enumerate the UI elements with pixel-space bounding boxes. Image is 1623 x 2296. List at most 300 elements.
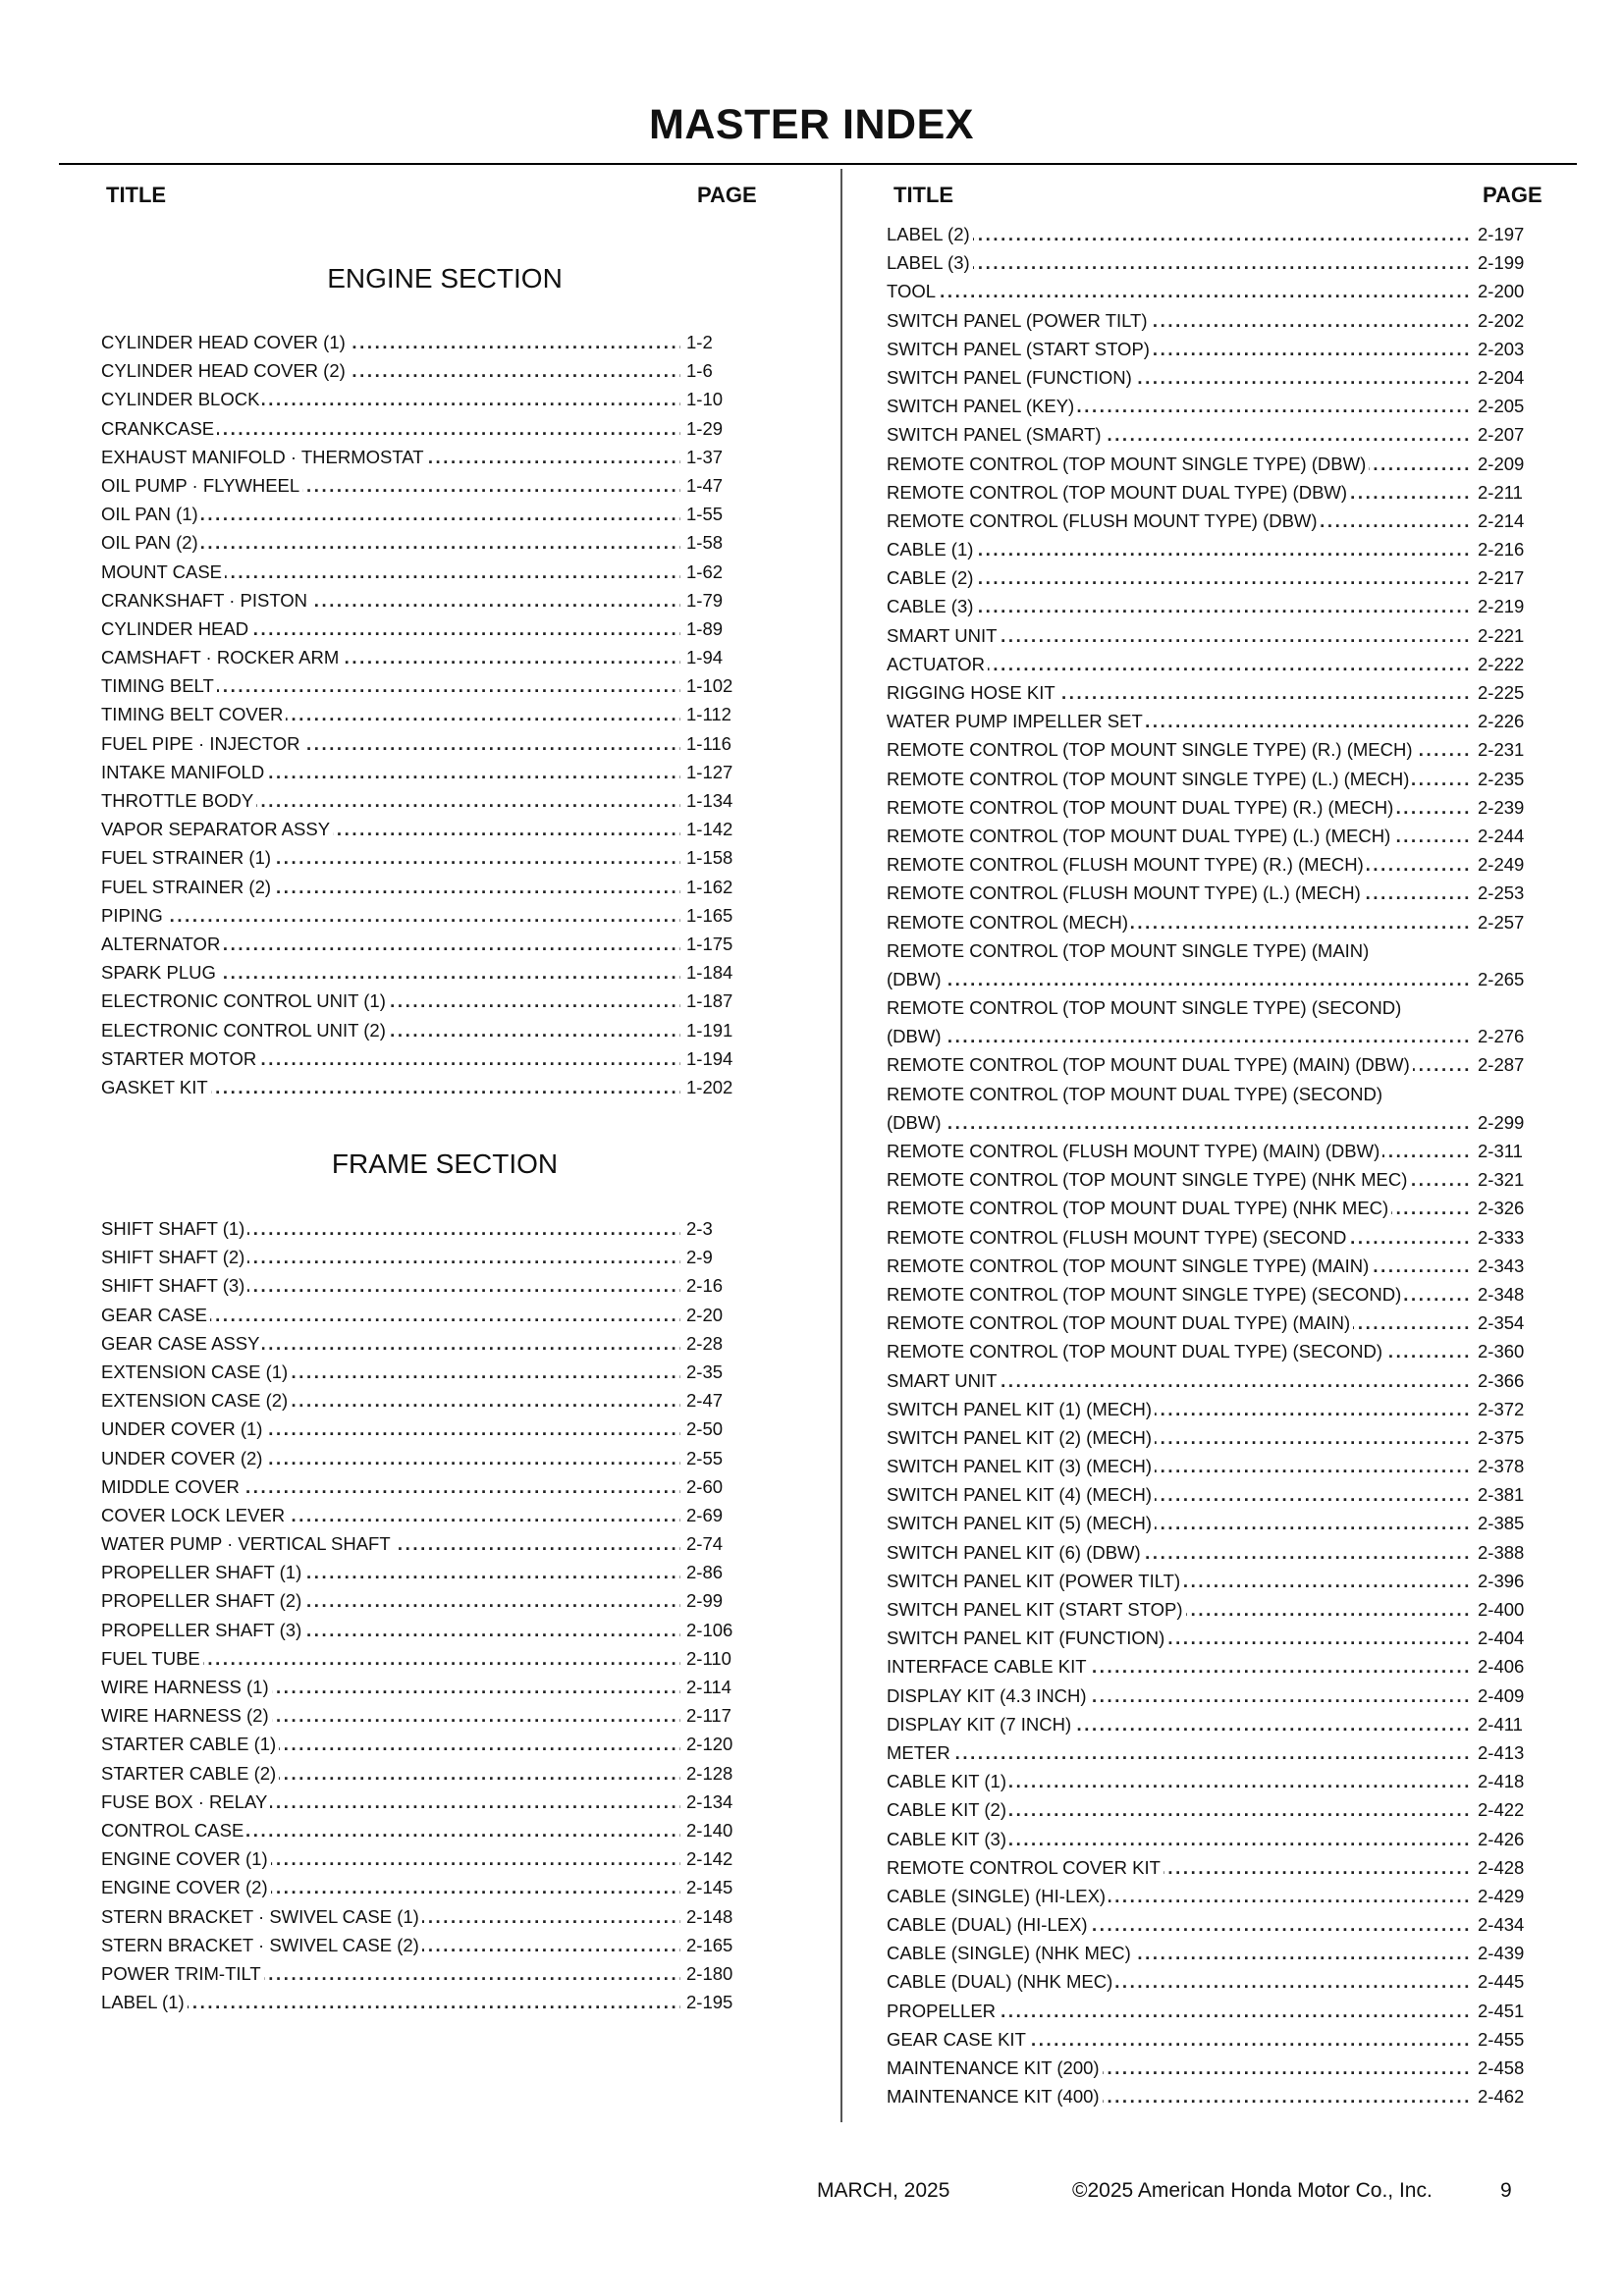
entry-page-number: 2-434	[1478, 1910, 1524, 1939]
index-entry	[887, 363, 1525, 392]
entry-title: OIL PAN (2)	[101, 528, 201, 557]
index-entry	[887, 2025, 1525, 2054]
index-entry	[887, 535, 1525, 563]
entry-page-number: 1-162	[686, 873, 732, 901]
index-entry	[887, 1194, 1525, 1222]
entry-page-number: 2-257	[1478, 908, 1524, 936]
entry-title: CAMSHAFT · ROCKER ARM	[101, 643, 342, 671]
entry-title: SWITCH PANEL KIT (2) (MECH)	[887, 1423, 1155, 1452]
entry-title: ENGINE COVER (2)	[101, 1873, 271, 1901]
index-entry	[101, 1816, 733, 1844]
entry-page-number: 1-202	[686, 1073, 732, 1101]
entry-title: SHIFT SHAFT (3)	[101, 1271, 247, 1300]
index-entry	[887, 1652, 1525, 1681]
index-entry	[101, 671, 733, 700]
index-entry	[887, 879, 1525, 907]
index-entry	[101, 1271, 724, 1300]
entry-page-number: 2-148	[686, 1902, 732, 1931]
entry-page-number: 2-60	[686, 1472, 723, 1501]
dot-leader	[101, 1988, 680, 2016]
entry-title: REMOTE CONTROL (FLUSH MOUNT TYPE) (SECOND	[887, 1223, 1349, 1252]
entry-title: UNDER COVER (1)	[101, 1415, 265, 1443]
entry-title: LABEL (2)	[887, 220, 973, 248]
index-entry	[101, 586, 724, 614]
index-entry	[101, 1902, 733, 1931]
entry-title: UNDER COVER (2)	[101, 1444, 265, 1472]
entry-page-number: 1-187	[686, 987, 732, 1015]
entry-page-number: 1-10	[686, 385, 723, 413]
index-entry	[101, 385, 724, 413]
index-entry	[887, 1280, 1525, 1308]
entry-page-number: 1-2	[686, 328, 713, 356]
index-entry	[887, 1595, 1525, 1624]
entry-page-number: 1-165	[686, 901, 732, 930]
index-entry	[101, 700, 731, 728]
entry-page-number: 2-225	[1478, 678, 1524, 707]
index-entry	[101, 414, 724, 443]
entry-title: FUEL STRAINER (1)	[101, 843, 274, 872]
index-entry	[887, 2082, 1525, 2110]
entry-title: CABLE (DUAL) (HI-LEX)	[887, 1910, 1091, 1939]
index-entry	[101, 1214, 713, 1243]
index-entry	[887, 735, 1525, 764]
entry-title: SWITCH PANEL KIT (POWER TILT)	[887, 1567, 1183, 1595]
entry-title: REMOTE CONTROL (TOP MOUNT DUAL TYPE) (SECOND)	[887, 1080, 1385, 1108]
index-entry	[887, 793, 1525, 822]
entry-page-number: 2-458	[1478, 2054, 1524, 2082]
entry-page-number: 2-385	[1478, 1509, 1524, 1537]
index-entry	[887, 2054, 1525, 2082]
index-entry	[101, 873, 733, 901]
entry-page-number: 2-50	[686, 1415, 723, 1443]
index-entry	[887, 822, 1525, 850]
entry-title: WATER PUMP IMPELLER SET	[887, 707, 1146, 735]
entry-page-number: 2-145	[686, 1873, 732, 1901]
index-entry	[101, 1844, 733, 1873]
entry-title: METER	[887, 1738, 953, 1767]
entry-title: REMOTE CONTROL (TOP MOUNT DUAL TYPE) (L.) (MECH)	[887, 822, 1393, 850]
entry-title: RIGGING HOSE KIT	[887, 678, 1058, 707]
entry-page-number: 2-110	[686, 1644, 731, 1673]
entry-title: REMOTE CONTROL (TOP MOUNT DUAL TYPE) (NHK MEC)	[887, 1194, 1391, 1222]
entry-title: GEAR CASE ASSY	[101, 1329, 262, 1358]
entry-title: CYLINDER HEAD	[101, 614, 251, 643]
entry-title: STARTER CABLE (2)	[101, 1759, 279, 1788]
dot-leader	[887, 1108, 1472, 1137]
entry-page-number: 2-207	[1478, 420, 1524, 449]
index-entry	[887, 1682, 1525, 1710]
index-entry	[101, 901, 733, 930]
entry-title: REMOTE CONTROL (TOP MOUNT SINGLE TYPE) (R.) (MECH)	[887, 735, 1416, 764]
entry-title: ALTERNATOR	[101, 930, 223, 958]
entry-page-number: 2-200	[1478, 277, 1524, 305]
entry-title: SWITCH PANEL KIT (5) (MECH)	[887, 1509, 1155, 1537]
index-entry	[101, 443, 724, 471]
index-entry	[101, 1501, 724, 1529]
entry-title: CABLE (2)	[887, 563, 976, 592]
index-entry	[101, 1959, 733, 1988]
entry-page-number: 2-134	[686, 1788, 732, 1816]
entry-page-number: 2-47	[686, 1386, 723, 1415]
index-entry	[887, 392, 1525, 420]
entry-title: SWITCH PANEL (POWER TILT)	[887, 306, 1151, 335]
entry-page-number: 2-165	[686, 1931, 732, 1959]
entry-page-number: 2-74	[686, 1529, 723, 1558]
entry-page-number: 2-28	[686, 1329, 723, 1358]
entry-title: SHIFT SHAFT (2)	[101, 1243, 247, 1271]
entry-page-number: 1-37	[686, 443, 723, 471]
index-entry	[101, 843, 733, 872]
right-column-list	[887, 220, 1525, 2110]
index-entry	[887, 765, 1525, 793]
dot-leader	[887, 277, 1472, 305]
entry-title: CRANKSHAFT · PISTON	[101, 586, 310, 614]
entry-page-number: 2-404	[1478, 1624, 1524, 1652]
entry-page-number: 2-249	[1478, 850, 1524, 879]
entry-page-number: 2-209	[1478, 450, 1524, 478]
index-entry	[887, 592, 1525, 620]
entry-page-number: 2-231	[1478, 735, 1524, 764]
index-entry	[101, 1788, 733, 1816]
entry-page-number: 1-6	[686, 356, 713, 385]
entry-page-number: 2-214	[1478, 507, 1524, 535]
entry-page-number: 2-120	[686, 1730, 732, 1758]
dot-leader	[887, 248, 1472, 277]
index-entry	[101, 1529, 724, 1558]
entry-title: CABLE (3)	[887, 592, 976, 620]
entry-title: CYLINDER HEAD COVER (1)	[101, 328, 349, 356]
entry-title: SMART UNIT	[887, 621, 1000, 650]
entry-page-number: 1-175	[686, 930, 732, 958]
dot-leader	[101, 901, 680, 930]
frame-section-list	[101, 1214, 733, 2016]
index-entry	[887, 1137, 1523, 1165]
entry-title: REMOTE CONTROL (TOP MOUNT SINGLE TYPE) (NHK MEC)	[887, 1165, 1410, 1194]
index-entry	[101, 1673, 731, 1701]
engine-section-heading: ENGINE SECTION	[327, 263, 563, 294]
index-entry	[101, 1644, 731, 1673]
entry-title: PROPELLER SHAFT (2)	[101, 1586, 304, 1615]
index-entry	[101, 987, 733, 1015]
left-title-header: TITLE	[106, 183, 167, 207]
right-title-header: TITLE	[893, 183, 954, 207]
index-entry	[101, 1329, 724, 1358]
index-entry	[887, 678, 1525, 707]
index-entry	[101, 1358, 724, 1386]
entry-page-number: 2-378	[1478, 1452, 1524, 1480]
index-entry	[887, 1337, 1525, 1365]
index-entry	[887, 1767, 1525, 1795]
entry-page-number: 1-116	[686, 729, 731, 758]
entry-page-number: 2-439	[1478, 1939, 1524, 1967]
entry-title: (DBW)	[887, 1022, 944, 1050]
entry-page-number: 2-203	[1478, 335, 1524, 363]
entry-page-number: 2-411	[1478, 1710, 1523, 1738]
entry-page-number: 2-276	[1478, 1022, 1524, 1050]
entry-page-number: 2-388	[1478, 1538, 1524, 1567]
index-entry	[887, 1452, 1525, 1480]
entry-title: STERN BRACKET · SWIVEL CASE (2)	[101, 1931, 422, 1959]
entry-title: OIL PUMP · FLYWHEEL	[101, 471, 302, 500]
index-entry	[101, 1044, 733, 1073]
entry-title: (DBW)	[887, 965, 944, 993]
index-entry	[101, 558, 724, 586]
entry-title: CABLE (1)	[887, 535, 976, 563]
entry-page-number: 2-205	[1478, 392, 1524, 420]
index-entry	[101, 1073, 733, 1101]
entry-page-number: 1-89	[686, 614, 723, 643]
entry-title: WIRE HARNESS (1)	[101, 1673, 272, 1701]
entry-page-number: 2-140	[686, 1816, 732, 1844]
entry-title: SWITCH PANEL KIT (3) (MECH)	[887, 1452, 1155, 1480]
entry-page-number: 2-299	[1478, 1108, 1524, 1137]
index-entry	[887, 277, 1525, 305]
index-entry	[101, 643, 724, 671]
index-entry	[887, 220, 1525, 248]
entry-page-number: 2-142	[686, 1844, 732, 1873]
entry-page-number: 2-311	[1478, 1137, 1523, 1165]
entry-title: CRANKCASE	[101, 414, 217, 443]
entry-title: REMOTE CONTROL (TOP MOUNT SINGLE TYPE) (MAIN)	[887, 936, 1372, 965]
entry-page-number: 2-199	[1478, 248, 1524, 277]
entry-page-number: 2-400	[1478, 1595, 1524, 1624]
index-entry	[101, 1444, 724, 1472]
entry-title: CABLE (DUAL) (NHK MEC)	[887, 1967, 1115, 1996]
entry-title: SWITCH PANEL KIT (1) (MECH)	[887, 1395, 1155, 1423]
entry-title: REMOTE CONTROL (FLUSH MOUNT TYPE) (R.) (MECH)	[887, 850, 1367, 879]
entry-page-number: 1-184	[686, 958, 732, 987]
index-entry	[887, 1080, 1472, 1108]
entry-title: FUEL TUBE	[101, 1644, 203, 1673]
entry-page-number: 2-106	[686, 1616, 732, 1644]
entry-page-number: 2-354	[1478, 1308, 1524, 1337]
entry-title: EXHAUST MANIFOLD · THERMOSTAT	[101, 443, 427, 471]
entry-title: SWITCH PANEL KIT (4) (MECH)	[887, 1480, 1155, 1509]
entry-title: WATER PUMP · VERTICAL SHAFT	[101, 1529, 394, 1558]
entry-title: REMOTE CONTROL COVER KIT	[887, 1853, 1163, 1882]
dot-leader	[887, 220, 1472, 248]
entry-title: CYLINDER HEAD COVER (2)	[101, 356, 349, 385]
dot-leader	[887, 1022, 1472, 1050]
entry-page-number: 1-158	[686, 843, 732, 872]
index-entry	[101, 1586, 724, 1615]
entry-page-number: 2-287	[1478, 1050, 1524, 1079]
entry-page-number: 1-62	[686, 558, 723, 586]
index-entry	[887, 1910, 1525, 1939]
entry-title: TIMING BELT	[101, 671, 217, 700]
entry-title: PIPING	[101, 901, 166, 930]
entry-page-number: 1-112	[686, 700, 731, 728]
entry-title: REMOTE CONTROL (TOP MOUNT SINGLE TYPE) (DBW)	[887, 450, 1369, 478]
index-entry	[887, 1022, 1525, 1050]
entry-page-number: 1-29	[686, 414, 723, 443]
entry-title: COVER LOCK LEVER	[101, 1501, 288, 1529]
entry-title: EXTENSION CASE (1)	[101, 1358, 291, 1386]
entry-title: MOUNT CASE	[101, 558, 225, 586]
entry-title: TIMING BELT COVER	[101, 700, 286, 728]
entry-page-number: 2-326	[1478, 1194, 1524, 1222]
entry-title: REMOTE CONTROL (TOP MOUNT DUAL TYPE) (DBW)	[887, 478, 1350, 507]
entry-title: GEAR CASE KIT	[887, 2025, 1029, 2054]
entry-title: FUSE BOX · RELAY	[101, 1788, 270, 1816]
title-rule	[59, 163, 1577, 165]
entry-page-number: 2-216	[1478, 535, 1524, 563]
entry-page-number: 1-134	[686, 786, 732, 815]
entry-title: GASKET KIT	[101, 1073, 211, 1101]
entry-page-number: 2-409	[1478, 1682, 1524, 1710]
index-entry	[887, 1165, 1525, 1194]
entry-page-number: 2-221	[1478, 621, 1524, 650]
entry-page-number: 2-406	[1478, 1652, 1524, 1681]
entry-title: DISPLAY KIT (7 INCH)	[887, 1710, 1074, 1738]
entry-page-number: 2-455	[1478, 2025, 1524, 2054]
entry-page-number: 2-333	[1478, 1223, 1524, 1252]
index-entry	[887, 507, 1525, 535]
index-entry	[101, 471, 724, 500]
entry-page-number: 2-429	[1478, 1882, 1524, 1910]
index-entry	[101, 1759, 733, 1788]
entry-title: STARTER MOTOR	[101, 1044, 259, 1073]
entry-title: (DBW)	[887, 1108, 944, 1137]
entry-page-number: 2-226	[1478, 707, 1524, 735]
entry-title: SMART UNIT	[887, 1366, 1000, 1395]
entry-title: REMOTE CONTROL (FLUSH MOUNT TYPE) (L.) (MECH)	[887, 879, 1364, 907]
entry-title: SWITCH PANEL KIT (START STOP)	[887, 1595, 1186, 1624]
index-entry	[887, 1108, 1525, 1137]
entry-page-number: 2-35	[686, 1358, 723, 1386]
entry-title: LABEL (1)	[101, 1988, 188, 2016]
entry-page-number: 1-194	[686, 1044, 732, 1073]
footer-page-number: 9	[1500, 2179, 1512, 2202]
index-entry	[887, 1624, 1525, 1652]
right-page-header: PAGE	[1483, 183, 1542, 207]
index-entry	[101, 1016, 733, 1044]
entry-title: INTERFACE CABLE KIT	[887, 1652, 1090, 1681]
index-entry	[887, 1567, 1525, 1595]
index-entry	[887, 335, 1525, 363]
entry-page-number: 2-99	[686, 1586, 723, 1615]
entry-page-number: 2-462	[1478, 2082, 1524, 2110]
entry-page-number: 2-20	[686, 1301, 723, 1329]
entry-page-number: 1-191	[686, 1016, 732, 1044]
dot-leader	[887, 1738, 1472, 1767]
entry-page-number: 2-16	[686, 1271, 723, 1300]
entry-title: MAINTENANCE KIT (400)	[887, 2082, 1103, 2110]
entry-page-number: 2-195	[686, 1988, 732, 2016]
entry-title: CABLE KIT (3)	[887, 1825, 1009, 1853]
index-entry	[887, 707, 1525, 735]
entry-title: FUEL STRAINER (2)	[101, 873, 274, 901]
entry-page-number: 2-211	[1478, 478, 1523, 507]
entry-page-number: 1-55	[686, 500, 723, 528]
dot-leader	[887, 965, 1472, 993]
entry-page-number: 2-180	[686, 1959, 732, 1988]
entry-title: CONTROL CASE	[101, 1816, 246, 1844]
index-entry	[887, 850, 1525, 879]
index-entry	[101, 958, 733, 987]
index-entry	[101, 815, 733, 843]
index-entry	[101, 614, 724, 643]
entry-page-number: 2-114	[686, 1673, 731, 1701]
index-entry	[887, 1050, 1525, 1079]
page-title: MASTER INDEX	[649, 101, 974, 148]
entry-title: ELECTRONIC CONTROL UNIT (1)	[101, 987, 389, 1015]
entry-title: CYLINDER BLOCK	[101, 385, 262, 413]
entry-title: REMOTE CONTROL (FLUSH MOUNT TYPE) (MAIN) (DBW)	[887, 1137, 1382, 1165]
entry-title: SHIFT SHAFT (1)	[101, 1214, 247, 1243]
entry-page-number: 2-428	[1478, 1853, 1524, 1882]
index-entry	[101, 1243, 713, 1271]
index-entry	[887, 1223, 1525, 1252]
entry-page-number: 2-219	[1478, 592, 1524, 620]
frame-section-heading: FRAME SECTION	[331, 1148, 559, 1179]
index-entry	[887, 621, 1525, 650]
entry-page-number: 1-142	[686, 815, 732, 843]
entry-page-number: 1-102	[686, 671, 732, 700]
entry-page-number: 1-47	[686, 471, 723, 500]
index-entry	[887, 1825, 1525, 1853]
left-page-header: PAGE	[697, 183, 757, 207]
index-entry	[101, 1701, 731, 1730]
entry-page-number: 2-360	[1478, 1337, 1524, 1365]
entry-page-number: 2-451	[1478, 1997, 1524, 2025]
index-entry	[887, 450, 1525, 478]
index-entry	[887, 1366, 1525, 1395]
entry-page-number: 2-235	[1478, 765, 1524, 793]
entry-title: GEAR CASE	[101, 1301, 210, 1329]
entry-page-number: 2-413	[1478, 1738, 1524, 1767]
index-entry	[887, 1795, 1525, 1824]
index-entry	[887, 1509, 1525, 1537]
entry-title: PROPELLER SHAFT (1)	[101, 1558, 304, 1586]
entry-title: REMOTE CONTROL (TOP MOUNT DUAL TYPE) (SECOND)	[887, 1337, 1385, 1365]
entry-title: SWITCH PANEL (FUNCTION)	[887, 363, 1135, 392]
index-entry	[101, 1558, 724, 1586]
entry-title: PROPELLER	[887, 1997, 999, 2025]
entry-title: INTAKE MANIFOLD	[101, 758, 267, 786]
entry-title: MIDDLE COVER	[101, 1472, 243, 1501]
index-entry	[101, 356, 713, 385]
index-entry	[101, 1931, 733, 1959]
entry-title: MAINTENANCE KIT (200)	[887, 2054, 1103, 2082]
index-entry	[887, 1997, 1525, 2025]
index-entry	[101, 758, 733, 786]
entry-page-number: 2-239	[1478, 793, 1524, 822]
entry-page-number: 1-127	[686, 758, 732, 786]
index-entry	[887, 306, 1525, 335]
index-entry	[887, 1939, 1525, 1967]
index-entry	[887, 1395, 1525, 1423]
entry-page-number: 2-69	[686, 1501, 723, 1529]
index-entry	[101, 500, 724, 528]
index-entry	[101, 1988, 733, 2016]
entry-title: ELECTRONIC CONTROL UNIT (2)	[101, 1016, 389, 1044]
entry-title: PROPELLER SHAFT (3)	[101, 1616, 304, 1644]
entry-page-number: 2-418	[1478, 1767, 1524, 1795]
entry-page-number: 2-128	[686, 1759, 732, 1788]
index-entry	[101, 1616, 733, 1644]
index-entry	[101, 729, 731, 758]
entry-title: STARTER CABLE (1)	[101, 1730, 279, 1758]
entry-page-number: 1-79	[686, 586, 723, 614]
index-entry	[101, 328, 713, 356]
entry-title: SWITCH PANEL (KEY)	[887, 392, 1077, 420]
entry-title: STERN BRACKET · SWIVEL CASE (1)	[101, 1902, 422, 1931]
entry-page-number: 2-396	[1478, 1567, 1524, 1595]
index-entry	[101, 1386, 724, 1415]
entry-page-number: 2-253	[1478, 879, 1524, 907]
index-entry	[887, 908, 1525, 936]
